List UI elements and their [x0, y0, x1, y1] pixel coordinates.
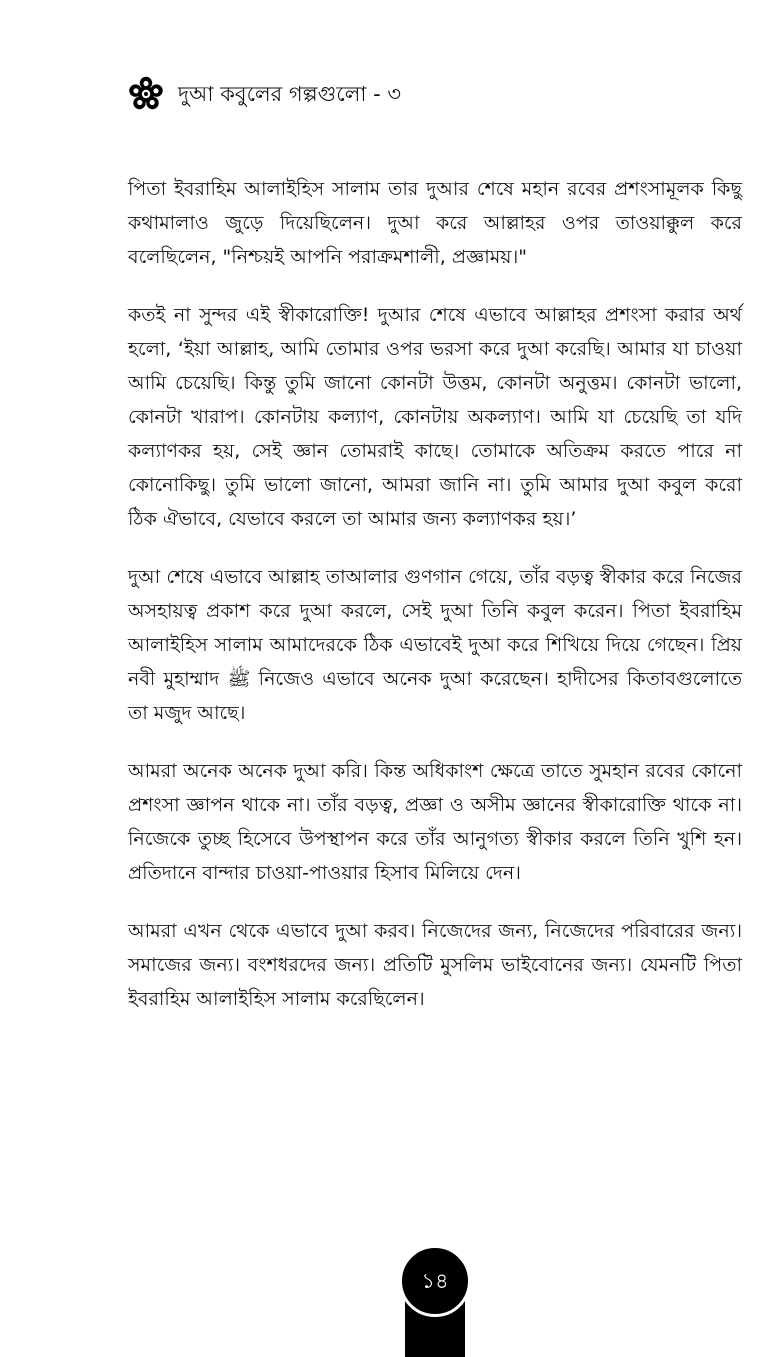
page-number: ১৪ — [421, 1268, 449, 1293]
running-header — [128, 74, 401, 114]
paragraph: কতই না সুন্দর এই স্বীকারোক্তি! দুআর শেষে এভাবে আল্লাহর প্রশংসা করার অর্থ হলো, ‘ইয়া আল্লাহ, আমি তোমার ওপর ভরসা করে দুআ করেছি। আমার যা চাওয়া আমি চেয়েছি। কিন্তু তুমি জানো কোনটা উত্তম, কোনটা অনুত্তম। কোনটা ভালো, কোনটা খারাপ। কোনটায় কল্যাণ, কোনটায় অকল্যাণ। আমি যা চেয়েছি তা যদি কল্যাণকর হয়, সেই জ্ঞান তোমরাই কাছে। তোমাকে অতিক্রম করতে পারে না কোনোকিছু। তুমি ভালো জানো, আমরা জানি না। তুমি আমার দুআ কবুল করো ঠিক ঐভাবে, যেভাবে করলে তা আমার জন্য কল্যাণকর হয়।’ — [128, 304, 742, 530]
flower-ornament-icon — [128, 76, 164, 112]
paragraph: আমরা অনেক অনেক দুআ করি। কিন্ত অধিকাংশ ক্ষেত্রে তাতে সুমহান রবের কোনো প্রশংসা জ্ঞাপন থাকে না। তাঁর বড়ত্ব, প্রজ্ঞা ও অসীম জ্ঞানের স্বীকারোক্তি থাকে না। নিজেকে তুচ্ছ হিসেবে উপস্থাপন করে তাঁর আনুগত্য স্বীকার করলে তিনি খুশি হন। প্রতিদানে বান্দার চাওয়া-পাওয়ার হিসাব মিলিয়ে দেন। — [128, 760, 742, 884]
body-text — [128, 172, 742, 1040]
running-header-title: দুআ কবুলের গল্পগুলো - ৩ — [178, 82, 402, 106]
paragraph: আমরা এখন থেকে এভাবে দুআ করব। নিজেদের জন্য, নিজেদের পরিবারের জন্য। সমাজের জন্য। বংশধরদের জন্য। প্রতিটি মুসলিম ভাইবোনের জন্য। যেমনটি পিতা ইবরাহিম আলাইহিস সালাম করেছিলেন। — [128, 920, 742, 1010]
page-number-badge — [399, 1245, 471, 1317]
paragraph: দুআ শেষে এভাবে আল্লাহ তাআলার গুণগান গেয়ে, তাঁর বড়ত্ব স্বীকার করে নিজের অসহায়ত্ব প্রকাশ করে দুআ করলে, সেই দুআ তিনি কবুল করেন। পিতা ইবরাহিম আলাইহিস সালাম আমাদেরকে ঠিক এভাবেই দুআ করে শিখিয়ে দিয়ে গেছেন। প্রিয় নবী মুহাম্মাদ ﷺ নিজেও এভাবে অনেক দুআ করেছেন। হাদীসের কিতাবগুলোতে তা মজুদ আছে। — [128, 566, 742, 724]
paragraph: পিতা ইবরাহিম আলাইহিস সালাম তার দুআর শেষে মহান রবের প্রশংসামূলক কিছু কথামালাও জুড়ে দিয়েছিলেন। দুআ করে আল্লাহর ওপর তাওয়াক্কুল করে বলেছিলেন, "নিশ্চয়ই আপনি পরাক্রমশালী, প্রজ্ঞাময়।" — [128, 178, 742, 268]
